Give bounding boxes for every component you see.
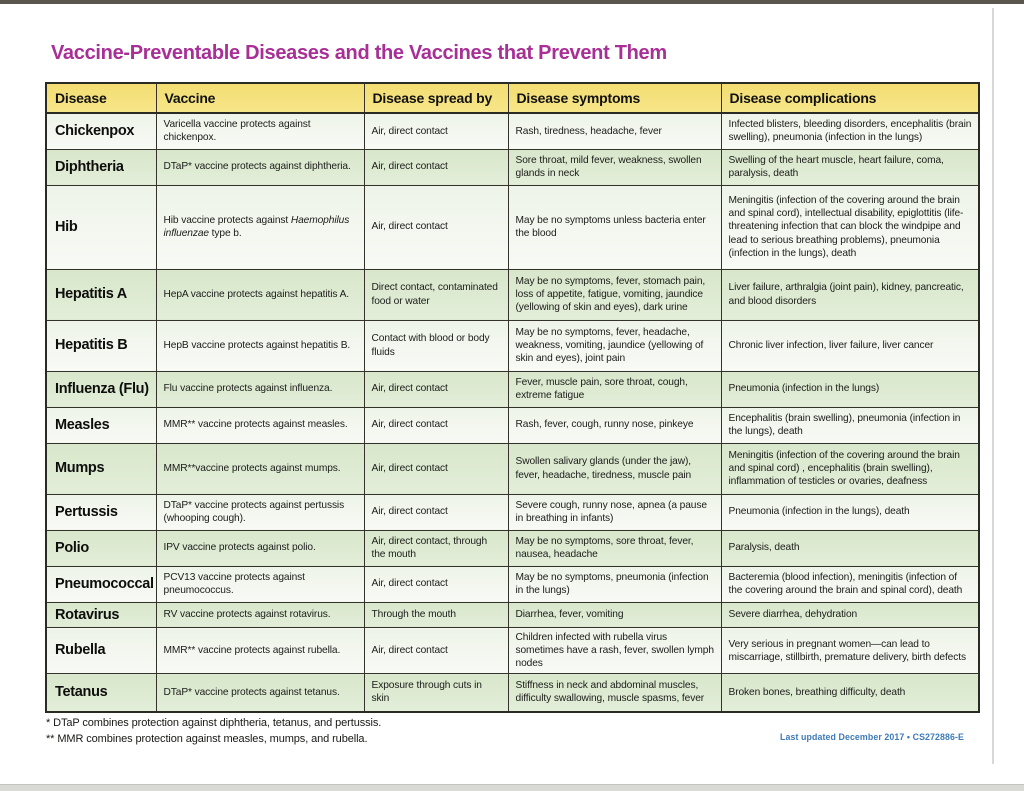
page-top-edge <box>0 0 1024 4</box>
spread-cell: Air, direct contact <box>364 494 508 530</box>
column-header-disease: Disease <box>46 83 156 113</box>
table-row <box>46 628 979 674</box>
complications-cell: Meningitis (infection of the covering around the brain and spinal cord) , encephalitis (brain swelling), inflammation of testicles or ovaries, deafness <box>721 443 979 494</box>
symptoms-cell: May be no symptoms, sore throat, fever, nausea, headache <box>508 530 721 566</box>
symptoms-cell: May be no symptoms unless bacteria enter the blood <box>508 185 721 269</box>
complications-cell: Infected blisters, bleeding disorders, encephalitis (brain swelling), pneumonia (infection in the lungs) <box>721 113 979 149</box>
vaccine-cell: HepB vaccine protects against hepatitis B. <box>156 320 364 371</box>
symptoms-cell: Rash, tiredness, headache, fever <box>508 113 721 149</box>
spread-cell: Air, direct contact <box>364 407 508 443</box>
spread-cell: Air, direct contact <box>364 566 508 602</box>
table-row <box>46 149 979 185</box>
vaccine-cell: Flu vaccine protects against influenza. <box>156 371 364 407</box>
table-header-row <box>46 83 979 113</box>
symptoms-cell: Sore throat, mild fever, weakness, swollen glands in neck <box>508 149 721 185</box>
column-header-disease-symptoms: Disease symptoms <box>508 83 721 113</box>
disease-name: Polio <box>46 530 156 566</box>
spread-cell: Air, direct contact <box>364 185 508 269</box>
vaccine-cell: MMR** vaccine protects against measles. <box>156 407 364 443</box>
complications-cell: Meningitis (infection of the covering around the brain and spinal cord), intellectual disability, epiglottitis (life-threatening infection that can block the windpipe and lead to serious breathing problems), pneumonia (infection in the lungs), death <box>721 185 979 269</box>
table-row <box>46 407 979 443</box>
symptoms-cell: May be no symptoms, fever, stomach pain, loss of appetite, fatigue, vomiting, jaundice (yellowing of skin and eyes), dark urine <box>508 269 721 320</box>
vaccine-table <box>45 82 980 713</box>
spread-cell: Air, direct contact <box>364 113 508 149</box>
vaccine-cell: HepA vaccine protects against hepatitis A. <box>156 269 364 320</box>
symptoms-cell: May be no symptoms, pneumonia (infection in the lungs) <box>508 566 721 602</box>
complications-cell: Chronic liver infection, liver failure, liver cancer <box>721 320 979 371</box>
column-header-vaccine: Vaccine <box>156 83 364 113</box>
vaccine-cell: IPV vaccine protects against polio. <box>156 530 364 566</box>
spread-cell: Air, direct contact <box>364 443 508 494</box>
table-row <box>46 674 979 712</box>
symptoms-cell: Stiffness in neck and abdominal muscles, difficulty swallowing, muscle spasms, fever <box>508 674 721 712</box>
complications-cell: Severe diarrhea, dehydration <box>721 602 979 628</box>
vaccine-cell: MMR** vaccine protects against rubella. <box>156 628 364 674</box>
page-bottom-edge <box>0 784 1024 791</box>
text-segment: type b. <box>208 228 242 239</box>
disease-name: Chickenpox <box>46 113 156 149</box>
spread-cell: Through the mouth <box>364 602 508 628</box>
complications-cell: Liver failure, arthralgia (joint pain), kidney, pancreatic, and blood disorders <box>721 269 979 320</box>
vaccine-cell: DTaP* vaccine protects against diphtheria. <box>156 149 364 185</box>
complications-cell: Swelling of the heart muscle, heart failure, coma, paralysis, death <box>721 149 979 185</box>
footnote-mmr: ** MMR combines protection against measles, mumps, and rubella. <box>46 732 368 745</box>
table-row <box>46 494 979 530</box>
table-row <box>46 113 979 149</box>
complications-cell: Encephalitis (brain swelling), pneumonia (infection in the lungs), death <box>721 407 979 443</box>
footnotes <box>46 716 381 748</box>
symptoms-cell: May be no symptoms, fever, headache, weakness, vomiting, jaundice (yellowing of skin and eyes), joint pain <box>508 320 721 371</box>
disease-name: Rotavirus <box>46 602 156 628</box>
disease-name: Tetanus <box>46 674 156 712</box>
spread-cell: Direct contact, contaminated food or water <box>364 269 508 320</box>
last-updated-text: Last updated December 2017 • CS272886-E <box>780 732 964 742</box>
complications-cell: Pneumonia (infection in the lungs), death <box>721 494 979 530</box>
table-row <box>46 185 979 269</box>
disease-name: Mumps <box>46 443 156 494</box>
column-header-disease-complications: Disease complications <box>721 83 979 113</box>
page-right-edge <box>992 8 994 764</box>
complications-cell: Broken bones, breathing difficulty, death <box>721 674 979 712</box>
vaccine-cell: RV vaccine protects against rotavirus. <box>156 602 364 628</box>
symptoms-cell: Diarrhea, fever, vomiting <box>508 602 721 628</box>
page-title: Vaccine-Preventable Diseases and the Vaccines that Prevent Them <box>51 42 667 64</box>
footnote-dtap: * DTaP combines protection against diphtheria, tetanus, and pertussis. <box>46 717 382 729</box>
symptoms-cell: Children infected with rubella virus sometimes have a rash, fever, swollen lymph nodes <box>508 628 721 674</box>
table-body <box>46 113 979 712</box>
column-header-disease-spread-by: Disease spread by <box>364 83 508 113</box>
symptoms-cell: Rash, fever, cough, runny nose, pinkeye <box>508 407 721 443</box>
complications-cell: Bacteremia (blood infection), meningitis (infection of the covering around the brain and spinal cord), death <box>721 566 979 602</box>
symptoms-cell: Severe cough, runny nose, apnea (a pause in breathing in infants) <box>508 494 721 530</box>
table-row <box>46 566 979 602</box>
disease-name: Hepatitis A <box>46 269 156 320</box>
text-segment: Hib vaccine protects against <box>163 214 291 226</box>
italic-text-segment: Haemophilus influenzae <box>163 214 350 239</box>
complications-cell: Very serious in pregnant women—can lead to miscarriage, stillbirth, premature delivery, birth defects <box>721 628 979 674</box>
disease-name: Hepatitis B <box>46 320 156 371</box>
disease-name: Diphtheria <box>46 149 156 185</box>
vaccine-cell <box>156 185 364 269</box>
spread-cell: Air, direct contact <box>364 149 508 185</box>
spread-cell: Contact with blood or body fluids <box>364 320 508 371</box>
table-row <box>46 530 979 566</box>
table-row <box>46 443 979 494</box>
table-row <box>46 371 979 407</box>
symptoms-cell: Fever, muscle pain, sore throat, cough, extreme fatigue <box>508 371 721 407</box>
vaccine-cell: PCV13 vaccine protects against pneumococcus. <box>156 566 364 602</box>
symptoms-cell: Swollen salivary glands (under the jaw), fever, headache, tiredness, muscle pain <box>508 443 721 494</box>
vaccine-cell: MMR**vaccine protects against mumps. <box>156 443 364 494</box>
disease-name: Influenza (Flu) <box>46 371 156 407</box>
table-header <box>46 83 979 113</box>
complications-cell: Paralysis, death <box>721 530 979 566</box>
spread-cell: Air, direct contact, through the mouth <box>364 530 508 566</box>
vaccine-cell: Varicella vaccine protects against chickenpox. <box>156 113 364 149</box>
disease-name: Pneumococcal <box>46 566 156 602</box>
table-row <box>46 602 979 628</box>
spread-cell: Air, direct contact <box>364 371 508 407</box>
disease-name: Hib <box>46 185 156 269</box>
disease-name: Rubella <box>46 628 156 674</box>
table-row <box>46 269 979 320</box>
table-row <box>46 320 979 371</box>
complications-cell: Pneumonia (infection in the lungs) <box>721 371 979 407</box>
disease-name: Pertussis <box>46 494 156 530</box>
vaccine-cell: DTaP* vaccine protects against pertussis (whooping cough). <box>156 494 364 530</box>
spread-cell: Exposure through cuts in skin <box>364 674 508 712</box>
spread-cell: Air, direct contact <box>364 628 508 674</box>
disease-name: Measles <box>46 407 156 443</box>
vaccine-cell: DTaP* vaccine protects against tetanus. <box>156 674 364 712</box>
